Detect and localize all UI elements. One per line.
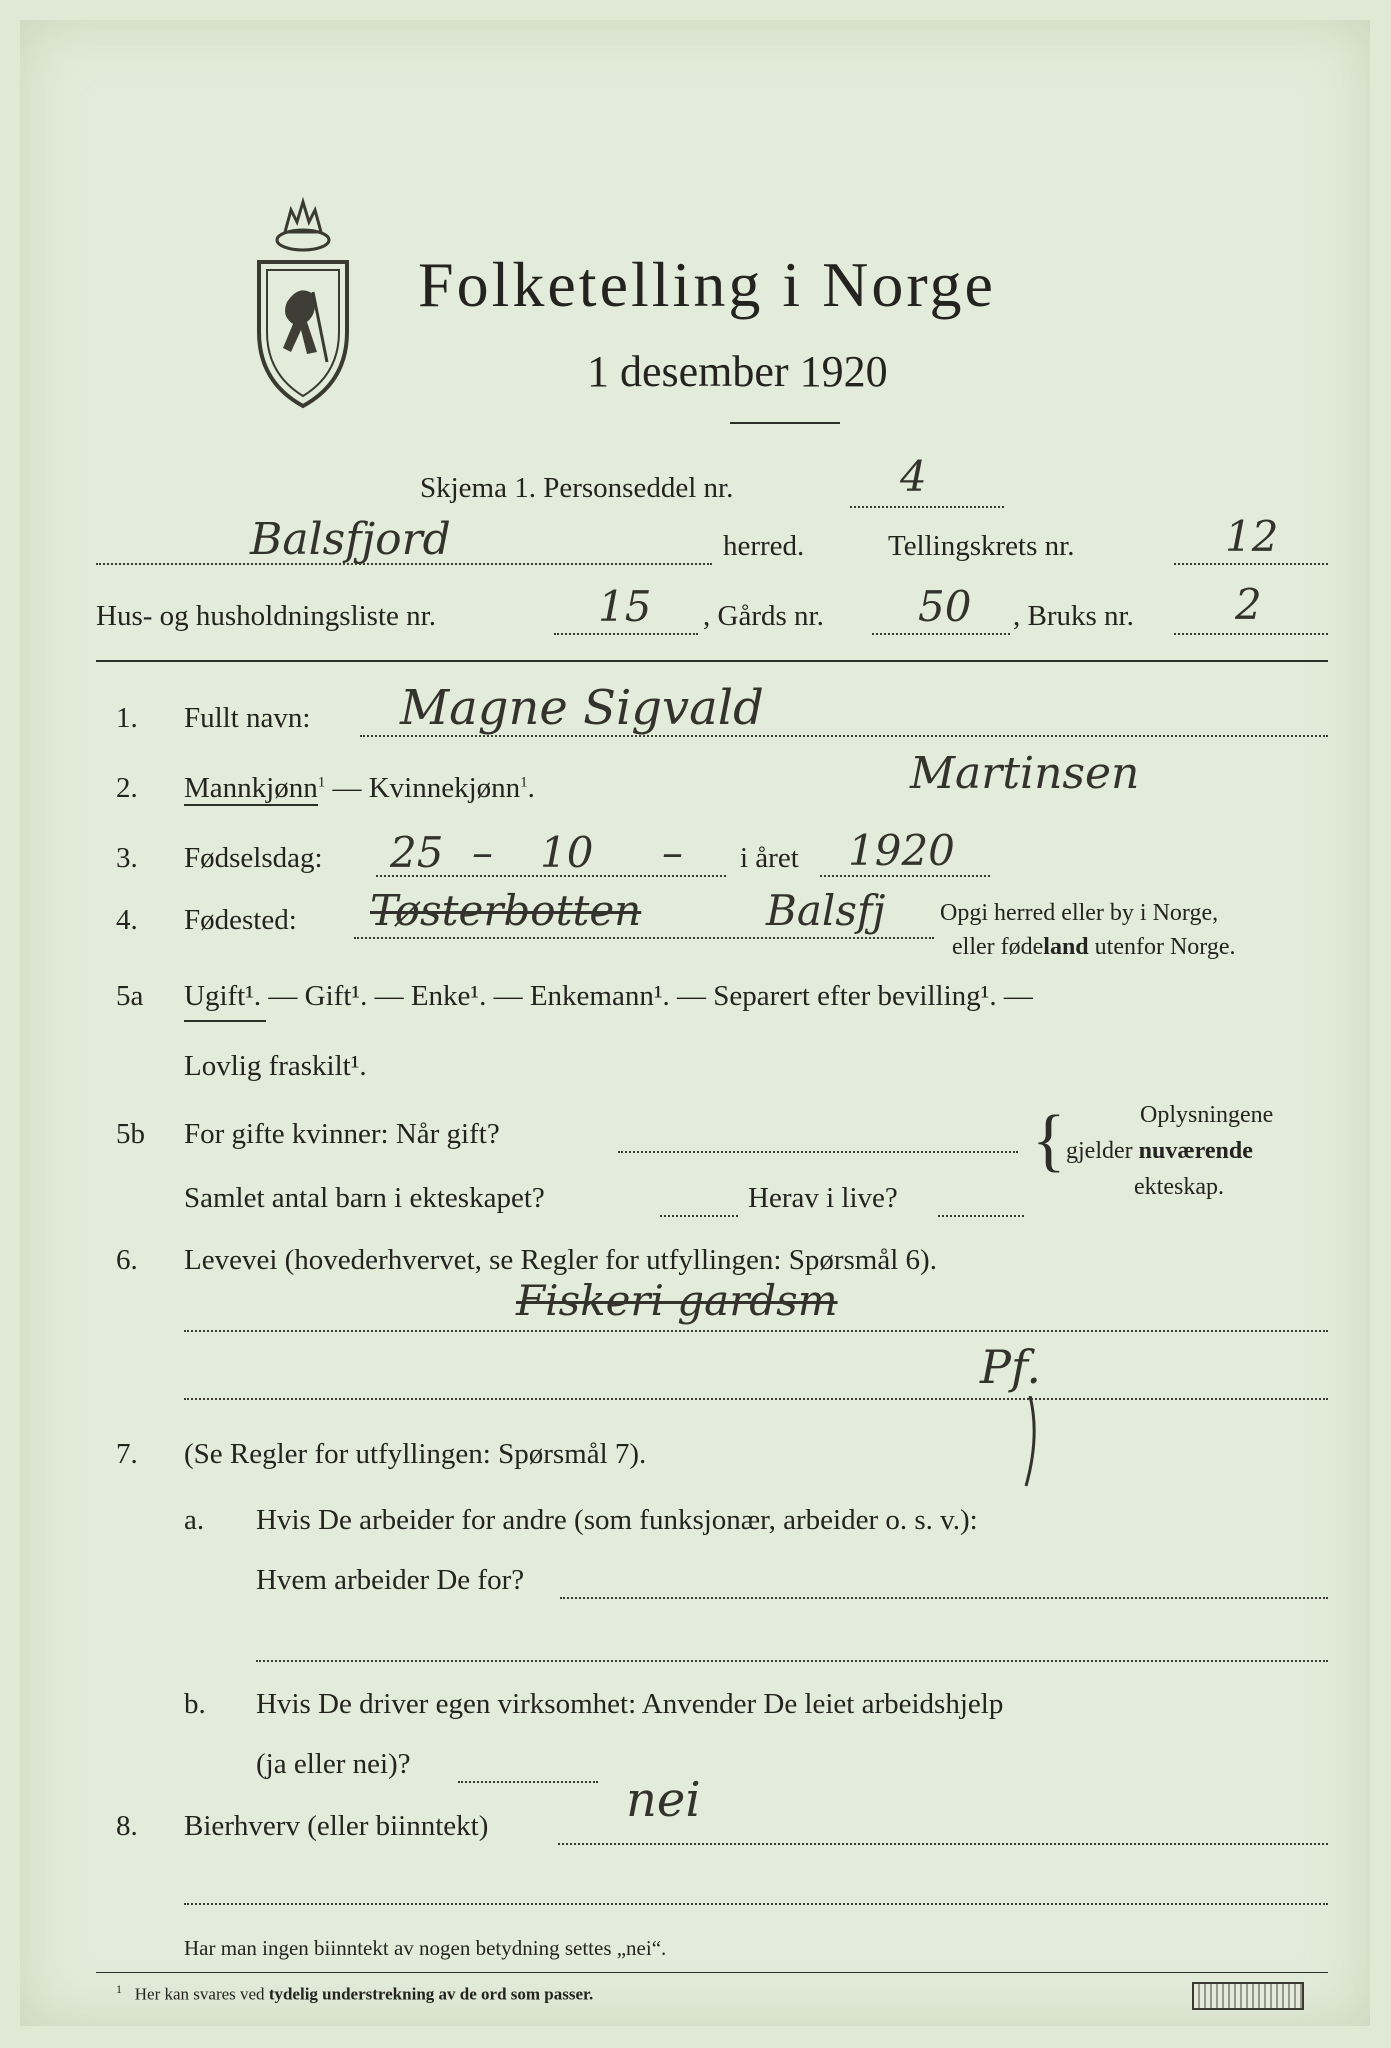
gards-value: 50 xyxy=(918,582,972,631)
q6-number: 6. xyxy=(116,1244,138,1276)
q7a-letter: a. xyxy=(184,1504,205,1536)
q8-number: 8. xyxy=(116,1810,138,1842)
occupation-field-1[interactable] xyxy=(184,1330,1328,1332)
q2-end: . xyxy=(527,772,535,804)
mannkjonn-footnote-mark: 1 xyxy=(317,774,326,791)
form-date: 1 desember 1920 xyxy=(587,347,888,396)
q5b-note-part-b: nuværende xyxy=(1138,1138,1253,1164)
printer-stamp xyxy=(1192,1982,1304,2010)
gards-field[interactable] xyxy=(872,633,1010,635)
q7b-letter: b. xyxy=(184,1688,206,1720)
handwritten-stroke xyxy=(1010,1396,1050,1496)
birth-month-value: 10 xyxy=(540,828,594,877)
tellingskrets-value: 12 xyxy=(1225,512,1279,561)
norway-coat-of-arms-icon xyxy=(247,192,359,414)
gards-label: , Gårds nr. xyxy=(703,600,824,632)
bruks-value: 2 xyxy=(1235,580,1262,629)
children-alive-label: Herav i live? xyxy=(748,1182,898,1214)
mannkjonn-option[interactable]: Mannkjønn xyxy=(184,772,318,804)
census-form xyxy=(20,20,1370,2026)
q6-label: Levevei (hovederhvervet, se Regler for utfyllingen: Spørsmål 6). xyxy=(184,1244,937,1276)
husliste-label: Hus- og husholdningsliste nr. xyxy=(96,600,436,632)
ugift-underline xyxy=(184,1020,266,1022)
note-brace: { xyxy=(1032,1102,1066,1179)
skjema-field[interactable] xyxy=(850,506,1004,508)
tellingskrets-label: Tellingskrets nr. xyxy=(888,530,1075,562)
q2-separator: — xyxy=(325,772,369,804)
q5b-note-part-a: gjelder xyxy=(1066,1138,1139,1164)
birthplace-note-line2 xyxy=(952,934,1236,961)
bruks-label: , Bruks nr. xyxy=(1013,600,1134,632)
skjema-value: 4 xyxy=(900,452,927,501)
q2-options xyxy=(184,772,535,805)
birthplace-value: Balsfj xyxy=(766,886,886,935)
skjema-label: Skjema 1. Personseddel nr. xyxy=(420,472,734,504)
married-when-field[interactable] xyxy=(618,1151,1018,1153)
side-income-field-2[interactable] xyxy=(184,1903,1328,1905)
birthplace-note-line1: Opgi herred eller by i Norge, xyxy=(940,900,1219,926)
husliste-field[interactable] xyxy=(554,633,698,635)
occupation-field-2[interactable] xyxy=(184,1398,1328,1400)
footnote-text-a: Her kan svares ved xyxy=(134,1984,269,2004)
year-label: i året xyxy=(740,842,799,874)
birth-year-field[interactable] xyxy=(820,875,990,877)
q4-number: 4. xyxy=(116,904,138,936)
birthplace-field[interactable] xyxy=(354,937,934,939)
herred-label: herred. xyxy=(723,530,805,562)
note-part-c: utenfor Norge. xyxy=(1088,934,1236,960)
q7b-line2: (ja eller nei)? xyxy=(256,1748,411,1780)
q7a-line2: Hvem arbeider De for? xyxy=(256,1564,525,1596)
q7a-line1: Hvis De arbeider for andre (som funksjonær, arbeider o. s. v.): xyxy=(256,1504,978,1536)
note-part-a: eller føde xyxy=(952,934,1044,960)
herred-value: Balsfjord xyxy=(250,514,451,565)
footnote xyxy=(116,1982,593,2005)
kvinnekjonn-footnote-mark: 1 xyxy=(520,774,528,791)
q5b-note-line3: ekteskap. xyxy=(1134,1174,1224,1200)
married-when-label: For gifte kvinner: Når gift? xyxy=(184,1118,500,1150)
tellingskrets-field[interactable] xyxy=(1174,563,1328,565)
footnote-text-b: tydelig understrekning av de ord som passer. xyxy=(268,1984,594,2004)
q7-number: 7. xyxy=(116,1438,138,1470)
employer-field-1[interactable] xyxy=(560,1597,1328,1599)
birthplace-struck-value: Tøsterbotten xyxy=(370,886,642,935)
children-total-field[interactable] xyxy=(660,1215,738,1217)
note-part-b: land xyxy=(1043,934,1089,960)
full-name-value-line2: Martinsen xyxy=(910,748,1140,799)
side-income-field-1[interactable] xyxy=(558,1843,1328,1845)
footnote-divider xyxy=(96,1972,1328,1973)
q3-number: 3. xyxy=(116,842,138,874)
q3-label: Fødselsdag: xyxy=(184,842,323,874)
nei-instruction: Har man ingen biinntekt av nogen betydning settes „nei“. xyxy=(184,1936,667,1960)
bruks-field[interactable] xyxy=(1174,633,1328,635)
q5a-number: 5a xyxy=(116,980,144,1012)
hired-help-field[interactable] xyxy=(458,1781,598,1783)
employer-field-2[interactable] xyxy=(256,1660,1328,1662)
side-income-value: nei xyxy=(626,1772,701,1828)
husliste-value: 15 xyxy=(598,582,652,631)
full-name-value: Magne Sigvald xyxy=(400,680,764,736)
occupation-value: Pf. xyxy=(980,1340,1041,1394)
q5b-note-line2 xyxy=(1066,1138,1253,1165)
footnote-mark: 1 xyxy=(116,1982,122,1996)
birth-year-value: 1920 xyxy=(848,826,955,875)
kvinnekjonn-option[interactable]: Kvinnekjønn xyxy=(368,772,521,804)
children-total-label: Samlet antal barn i ekteskapet? xyxy=(184,1182,545,1214)
q5b-number: 5b xyxy=(116,1118,145,1150)
occupation-struck-value: Fiskeri gardsm xyxy=(516,1276,838,1325)
birth-day-value: 25 xyxy=(390,828,444,877)
q4-label: Fødested: xyxy=(184,904,297,936)
header-divider xyxy=(96,660,1328,662)
birth-dash-1: – xyxy=(472,828,493,877)
q7b-line1: Hvis De driver egen virksomhet: Anvender De leiet arbeidshjelp xyxy=(256,1688,1004,1720)
marital-status-options[interactable]: Ugift¹. — Gift¹. — Enke¹. — Enkemann¹. — Separert efter bevilling¹. — xyxy=(184,980,1033,1012)
q1-number: 1. xyxy=(116,702,138,734)
birth-dash-2: – xyxy=(662,828,683,877)
children-alive-field[interactable] xyxy=(938,1215,1024,1217)
q7-label: (Se Regler for utfyllingen: Spørsmål 7). xyxy=(184,1438,647,1470)
q2-number: 2. xyxy=(116,772,138,804)
q5b-note-line1: Oplysningene xyxy=(1140,1102,1274,1128)
marital-status-options-line2[interactable]: Lovlig fraskilt¹. xyxy=(184,1050,367,1082)
title-divider xyxy=(730,422,840,424)
form-title: Folketelling i Norge xyxy=(418,249,996,320)
q8-label: Bierhverv (eller biinntekt) xyxy=(184,1810,489,1842)
q1-label: Fullt navn: xyxy=(184,702,311,734)
